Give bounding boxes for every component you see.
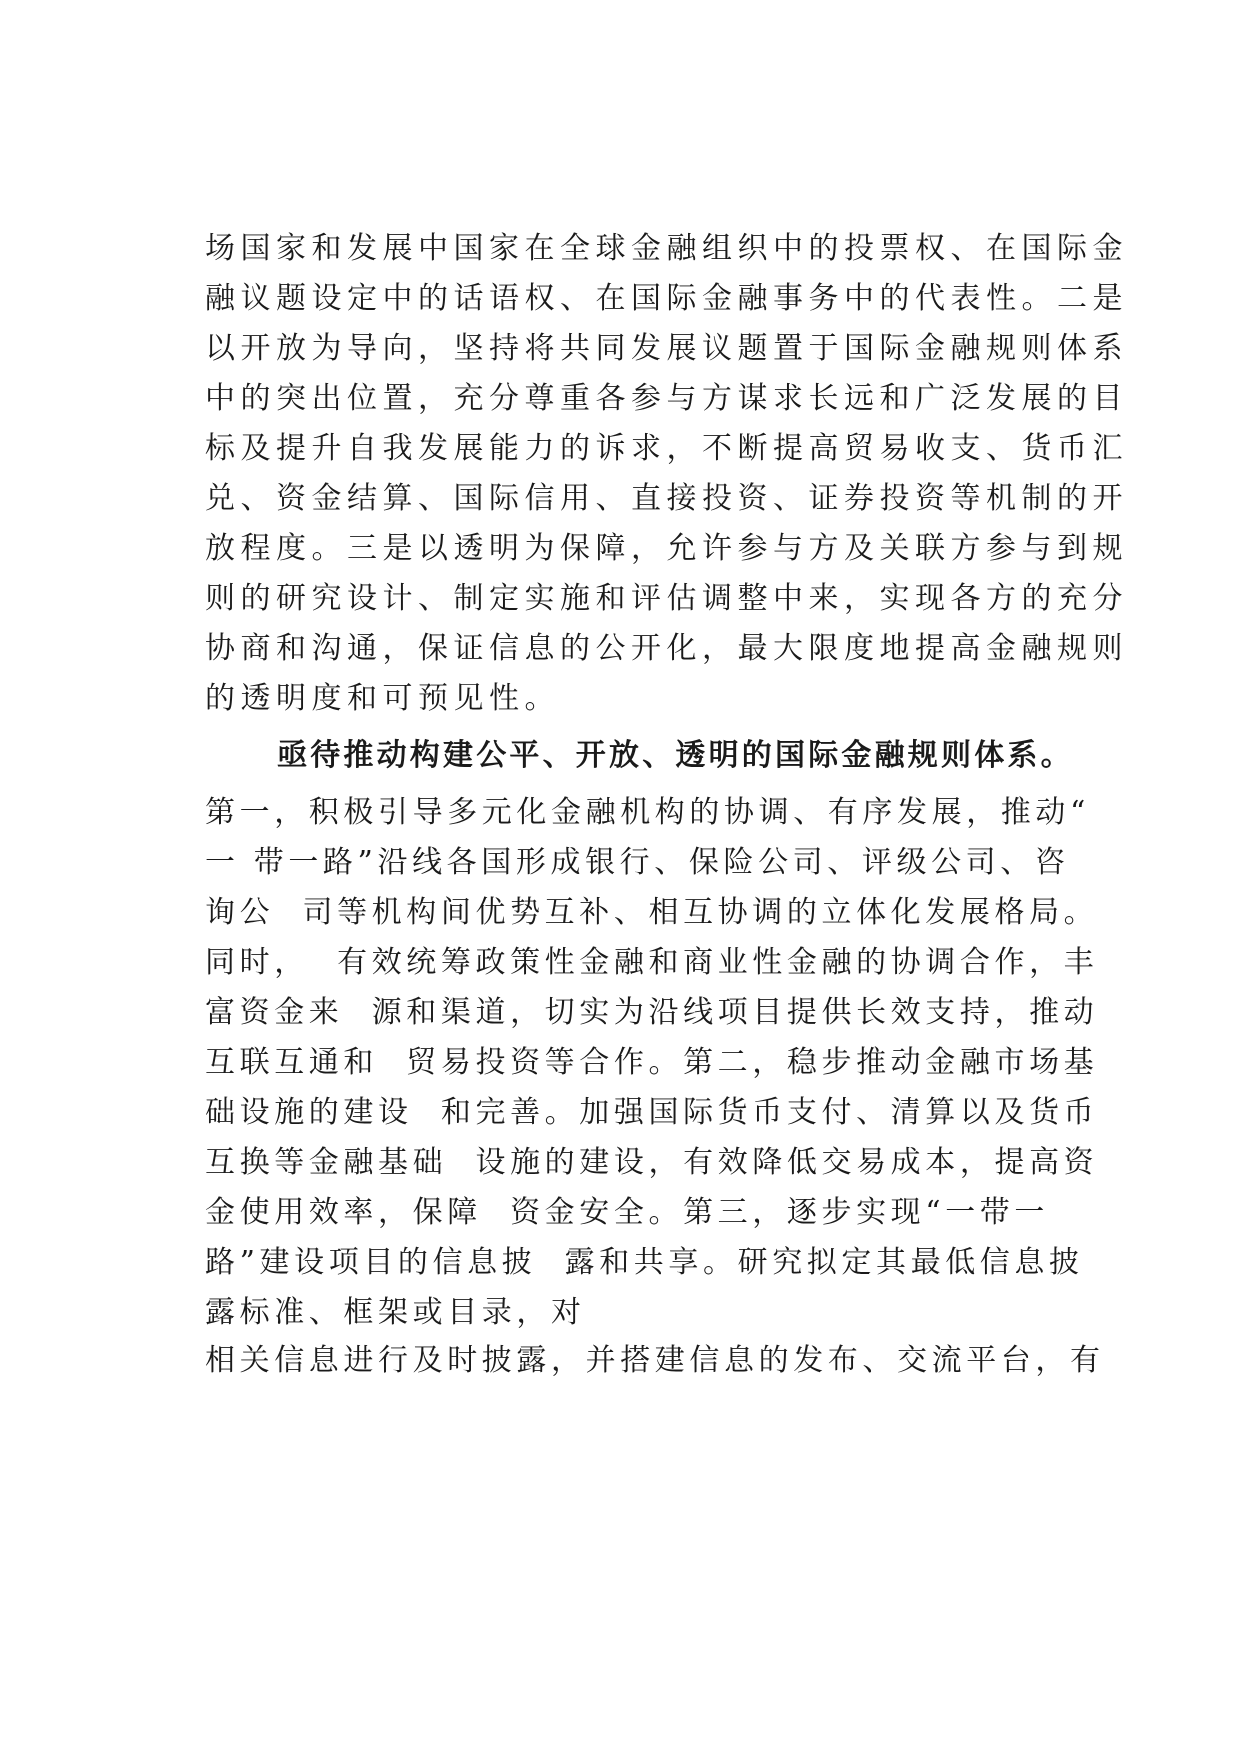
- paragraph-2-line: 询公 司等机构间优势互补、相互协调的立体化发展格局。: [205, 895, 1099, 930]
- paragraph-1-line: 融议题设定中的话语权、在国际金融事务中的代表性。二是: [205, 281, 1128, 316]
- paragraph-1-line: 兑、资金结算、国际信用、直接投资、证券投资等机制的开: [205, 481, 1128, 516]
- paragraph-1-line: 场国家和发展中国家在全球金融组织中的投票权、在国际金: [205, 231, 1128, 266]
- paragraph-1-line: 标及提升自我发展能力的诉求，不断提高贸易收支、货币汇: [205, 431, 1128, 466]
- paragraph-1-line: 以开放为导向，坚持将共同发展议题置于国际金融规则体系: [205, 331, 1128, 366]
- paragraph-2-line: 第一，积极引导多元化金融机构的协调、有序发展，推动“: [205, 795, 1090, 830]
- paragraph-2-line: 相关信息进行及时披露，并搭建信息的发布、交流平台，有: [205, 1343, 1105, 1378]
- paragraph-2-line: 露标准、框架或目录，对: [205, 1295, 586, 1330]
- paragraph-1-line: 中的突出位置，充分尊重各参与方谋求长远和广泛发展的目: [205, 381, 1128, 416]
- paragraph-2-line: 路”建设项目的信息披 露和共享。研究拟定其最低信息披: [205, 1245, 1084, 1280]
- paragraph-2-line: 金使用效率，保障 资金安全。第三，逐步实现“一带一: [205, 1195, 1050, 1230]
- section-heading: 亟待推动构建公平、开放、透明的国际金融规则体系。: [277, 738, 1074, 773]
- paragraph-2-line: 础设施的建设 和完善。加强国际货币支付、清算以及货币: [205, 1095, 1099, 1130]
- paragraph-1-line: 协商和沟通，保证信息的公开化，最大限度地提高金融规则: [205, 631, 1128, 666]
- paragraph-2-line: 互联互通和 贸易投资等合作。第二，稳步推动金融市场基: [205, 1045, 1099, 1080]
- paragraph-1-line: 则的研究设计、制定实施和评估调整中来，实现各方的充分: [205, 581, 1128, 616]
- paragraph-1-line: 的透明度和可预见性。: [205, 681, 560, 716]
- paragraph-2-line: 一 带一路”沿线各国形成银行、保险公司、评级公司、咨: [205, 845, 1070, 880]
- paragraph-2-line: 互换等金融基础 设施的建设，有效降低交易成本，提高资: [205, 1145, 1099, 1180]
- paragraph-2-line: 同时， 有效统筹政策性金融和商业性金融的协调合作，丰: [205, 945, 1099, 980]
- paragraph-1-line: 放程度。三是以透明为保障，允许参与方及关联方参与到规: [205, 531, 1128, 566]
- paragraph-2-line: 富资金来 源和渠道，切实为沿线项目提供长效支持，推动: [205, 995, 1099, 1030]
